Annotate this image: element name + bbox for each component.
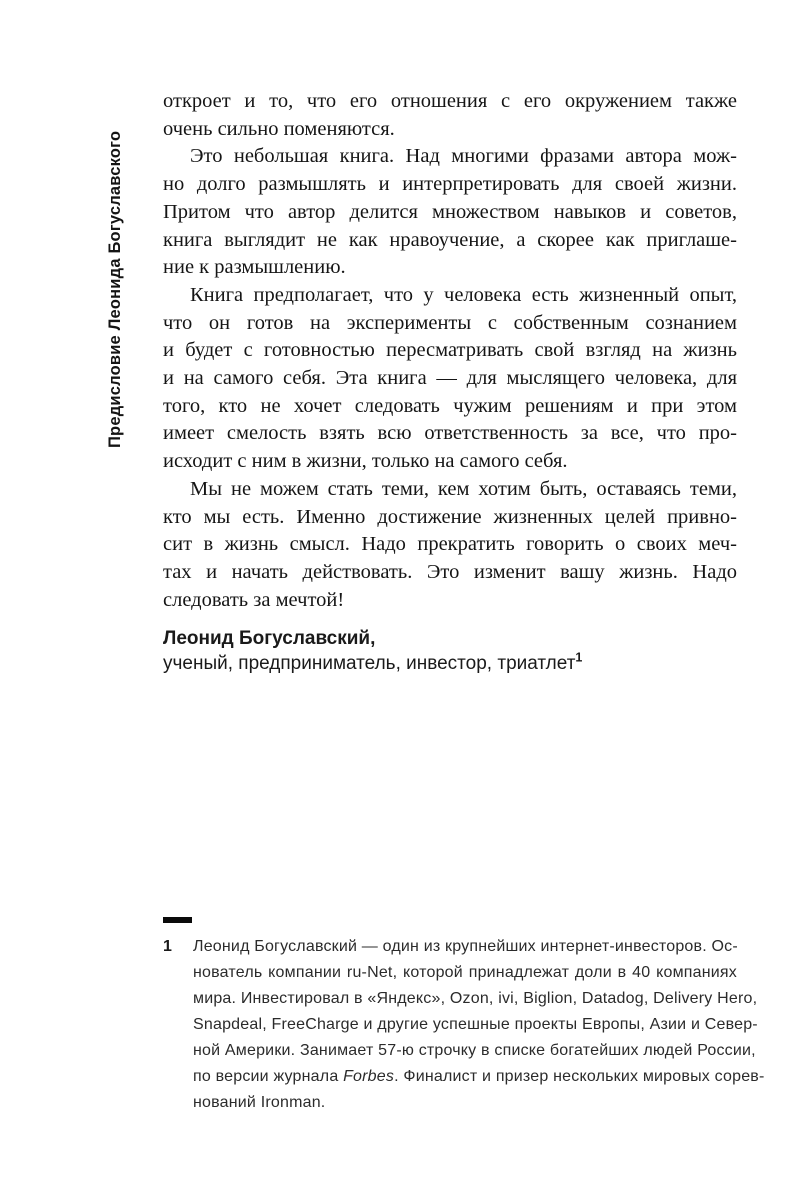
body-line: ние к размышлению. [163, 256, 346, 279]
footnote-line: мира. Инвестировал в «Яндекс», Ozon, ivi, Biglion, Datadog, Delivery Hero, [193, 990, 758, 1007]
footnote-line: нований Ironman. [193, 1094, 326, 1111]
footnote-line [193, 1064, 765, 1090]
body-line: очень сильно поменяются. [163, 117, 395, 140]
body-line: тах и начать действовать. Это изменит вашу жизнь. Надо [163, 560, 737, 583]
signature-role [163, 651, 737, 676]
body-line: Это небольшая книга. Над многими фразами автора мож- [190, 145, 737, 168]
chapter-running-head: Предисловие Леонида Богуславского [106, 130, 124, 448]
body-line: книга выглядит не как нравоучение, а скорее как приглаше- [163, 228, 737, 251]
footnote-text: . Финалист и призер нескольких мировых сорев- [394, 1068, 765, 1085]
signature-block [163, 626, 737, 676]
body-line: и на самого себя. Эта книга — для мыслящего человека, для [163, 367, 737, 390]
footnote-line: Snapdeal, FreeCharge и другие успешные проекты Европы, Азии и Север- [193, 1016, 758, 1033]
signature-role-text: ученый, предприниматель, инвестор, триатлет [163, 653, 576, 674]
footnote-divider [163, 917, 192, 923]
body-line: следовать за мечтой! [163, 588, 345, 611]
body-line: и будет с готовностью пересматривать свой взгляд на жизнь [163, 339, 737, 362]
body-line: Мы не можем стать теми, кем хотим быть, оставаясь теми, [190, 477, 737, 500]
body-line: того, кто не хочет следовать чужим решениям и при этом [163, 394, 737, 417]
body-line: но долго размышлять и интерпретировать для своей жизни. [163, 173, 737, 196]
body-line: что он готов на эксперименты с собственным сознанием [163, 311, 737, 334]
body-line: сит в жизнь смысл. Надо прекратить говорить о своих меч- [163, 533, 737, 556]
footnote-text: по версии журнала [193, 1068, 344, 1085]
body-line: Притом что автор делится множеством навыков и советов, [163, 200, 737, 223]
footnote-italic-forbes: Forbes [343, 1068, 395, 1085]
footnote-block [163, 934, 765, 1116]
footnote-line: ной Америки. Занимает 57-ю строчку в списке богатейших людей России, [193, 1042, 756, 1059]
body-line: кто мы есть. Именно достижение жизненных целей привно- [163, 505, 737, 528]
footnote-reference: 1 [575, 650, 583, 665]
signature-name: Леонид Богуславский, [163, 628, 376, 649]
footnote-line: Леонид Богуславский — один из крупнейших интернет-инвесторов. Ос- [193, 938, 738, 955]
footnote-line: нователь компании ru-Net, которой принадлежат доли в 40 компаниях [193, 964, 737, 981]
body-line: Книга предполагает, что у человека есть жизненный опыт, [190, 283, 737, 306]
body-text [163, 88, 737, 614]
footnote-marker: 1 [163, 938, 173, 955]
body-line: откроет и то, что его отношения с его окружением также [163, 90, 737, 112]
body-line: имеет смелость взять всю ответственность за все, что про- [163, 422, 737, 445]
body-line: исходит с ним в жизни, только на самого себя. [163, 450, 568, 473]
